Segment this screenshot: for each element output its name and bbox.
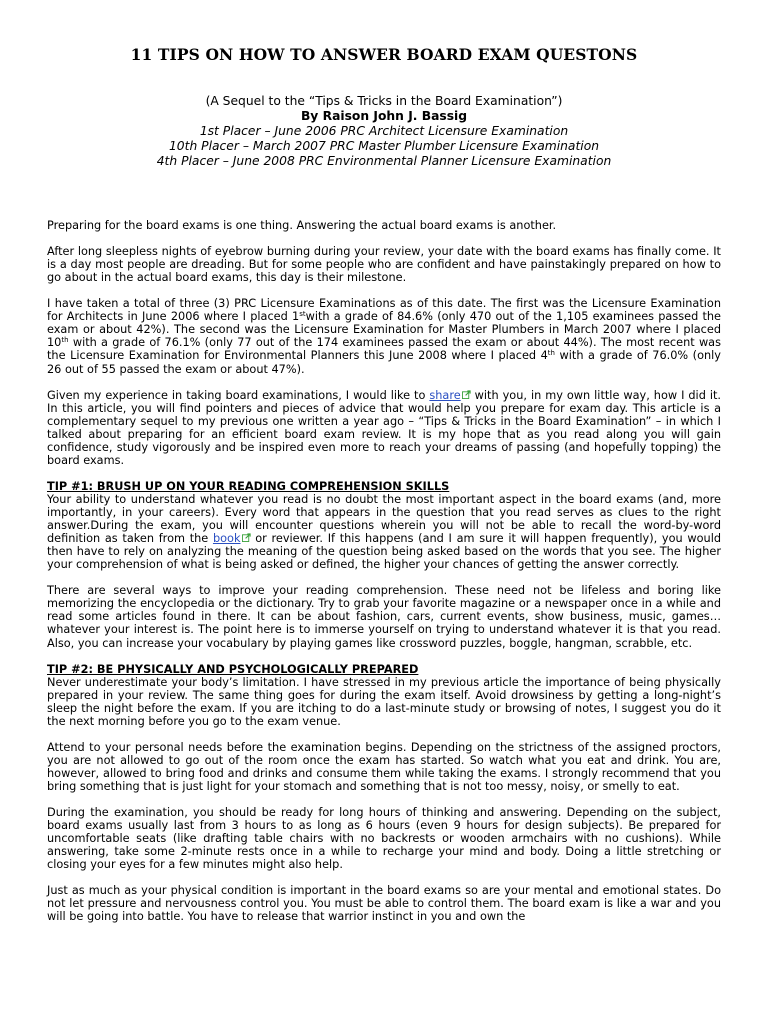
tip-2-paragraph-4: Just as much as your physical condition is important in the board exams so are your mental and emotional states. Do not let pressure and nervousness control you. You must be able to control them. The board exam is like a war and you will be going into battle. You have to release that warrior instinct in you and own the — [47, 884, 721, 924]
tip-2-heading: TIP #2: BE PHYSICALLY AND PSYCHOLOGICALLY PREPARED — [47, 662, 419, 676]
document-body — [47, 219, 721, 924]
external-link-icon[interactable] — [242, 533, 251, 542]
tip-2-paragraph-3: During the examination, you should be ready for long hours of thinking and answering. Depending on the subject, board exams usually last from 3 hours to as long as 6 hours (even 9 hours for design subjects). Be prepared for uncomfortable seats (like drafting table chairs with no backrests or wooden armchairs with no cushions). While answering, take some 2-minute rests once in a while to recharge your mind and body. Doing a little stretching or closing your eyes for a few minutes might also help. — [47, 806, 721, 872]
tip-1-section — [47, 480, 721, 650]
placer-line-1: 1st Placer – June 2006 PRC Architect Licensure Examination — [199, 124, 569, 138]
paragraph-exams-taken: I have taken a total of three (3) PRC Licensure Examinations as of this date. The first was the Licensure Examination for Architects in June 2006 where I placed 1stwith a grade of 84.6% (only 470 out of the 1,105 examinees passed the exam or about 42%). The second was the Licensure Examination for Master Plumbers in March 2007 where I placed 10th with a grade of 76.1% (only 77 out of the 174 examinees passed the exam or about 44%). The most recent was the Licensure Examination for Environmental Planners this June 2008 where I placed 4th with a grade of 76.0% (only 26 out of 55 passed the exam or about 47%). — [47, 297, 721, 376]
document-title: 11 TIPS ON HOW TO ANSWER BOARD EXAM QUESTONS — [130, 45, 638, 64]
tip-1-paragraph-1: Your ability to understand whatever you read is no doubt the most important aspect in the board exams (and, more importantly, in your careers). Every word that appears in the question that you read serves as clues to the right answer.During the exam, you will encounter questions wherein you will not be able to recall the word-by-word definition as taken from the book or reviewer. If this happens (and I am sure it will happen frequently), you would then have to rely on analyzing the meaning of the question being asked based on the words that you see. The higher your comprehension of what is being asked or defined, the higher your chances of getting the answer correctly. — [47, 492, 722, 572]
placer-line-3: 4th Placer – June 2008 PRC Environmental Planner Licensure Examination — [156, 154, 612, 168]
paragraph-experience: Given my experience in taking board examinations, I would like to share with you, in my own little way, how I did it. In this article, you will find pointers and pieces of advice that would help you prepare for exam day. This article is a complementary sequel to my previous one written a year ago – “Tips & Tricks in the Board Examination” – in which I talked about preparing for an efficient board exam review. It is my hope that as you read along you will gain confidence, study vigorously and be inspired even more to reach your dreams of passing (and hopefully topping) the board exams. — [47, 388, 721, 467]
paragraph-after-nights: After long sleepless nights of eyebrow burning during your review, your date with the board exams has finally come. It is a day most people are dreading. But for some people who are confident and have painstakingly prepared on how to go about in the actual board exams, this day is their milestone. — [47, 245, 721, 285]
document-author: By Raison John J. Bassig — [300, 109, 468, 123]
tip-2-section — [47, 663, 721, 924]
placer-line-2: 10th Placer – March 2007 PRC Master Plumber Licensure Examination — [168, 139, 600, 153]
share-link[interactable]: share — [429, 388, 461, 402]
document-subtitle: (A Sequel to the “Tips & Tricks in the Board Examination”) — [205, 94, 563, 108]
tip-1-paragraph-2: There are several ways to improve your reading comprehension. These need not be lifeless and boring like memorizing the encyclopedia or the dictionary. Try to grab your favorite magazine or a newspaper once in a while and read some articles found in there. It can be about fashion, cars, current events, show business, music, games… whatever your interest is. The point here is to immerse yourself on trying to understand whatever it is that you read. Also, you can increase your vocabulary by playing games like crossword puzzles, boggle, hangman, scrabble, etc. — [47, 584, 721, 650]
document-header — [47, 94, 721, 169]
paragraph-intro: Preparing for the board exams is one thing. Answering the actual board exams is another. — [47, 219, 557, 232]
tip-1-heading: TIP #1: BRUSH UP ON YOUR READING COMPREHENSION SKILLS — [47, 479, 450, 493]
external-link-icon[interactable] — [462, 390, 471, 399]
tip-2-paragraph-2: Attend to your personal needs before the examination begins. Depending on the strictness of the assigned proctors, you are not allowed to go out of the room once the exam has started. So watch what you eat and drink. You are, however, allowed to bring food and drinks and consume them while taking the exams. I strongly recommend that you bring something that is just light for your stomach and something that is not too messy, noisy, or smelly to eat. — [47, 740, 721, 794]
tip-2-paragraph-1: Never underestimate your body’s limitation. I have stressed in my previous article the importance of being physically prepared in your review. The same thing goes for during the exam itself. Avoid drowsiness by getting a long-night’s sleep the night before the exam. If you are itching to do a last-minute study or browsing of notes, I suggest you do it the next morning before you go to the exam venue. — [47, 675, 721, 728]
book-link[interactable]: book — [212, 532, 241, 546]
